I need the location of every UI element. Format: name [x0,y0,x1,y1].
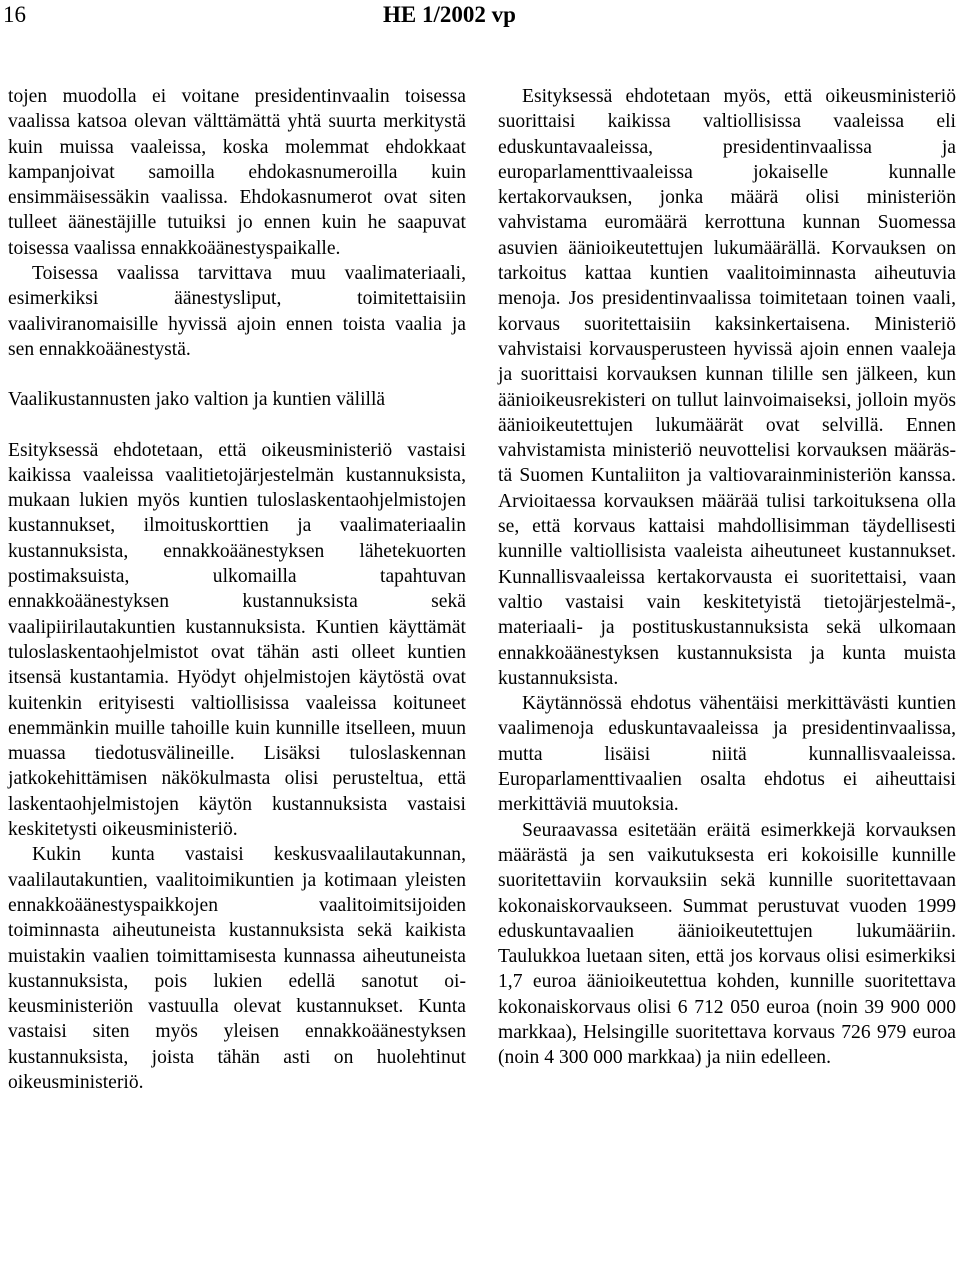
page-header [0,0,960,34]
right-column [498,84,956,1071]
paragraph: Esityksessä ehdotetaan, että oikeusministeriö vastaisi kaikissa vaaleissa vaalitietojärjestelmän kustannuksista, mukaan lukien myös kuntien tuloslaskentaohjelmistojen kustannukset, ilmoituskorttien ja vaalimateriaalin kustannuksista, ennakkoäänestyksen lähetekuorten postimaksuista, ulkomailla tapahtuvan ennakkoäänestyksen kustannuksista sekä vaalipiirilautakuntien kustannuksista. Kuntien käyttämät tuloslaskentaohjelmistot ovat tähän asti olleet kuntien itsensä kustantamia. Hyödyt ohjelmistojen käytöstä ovat kuitenkin erityisesti valtiollisissa vaaleissa koituneet enemmänkin muille tahoille kuin kunnille itselleen, muun muassa tiedotusvälineille. Lisäksi tuloslaskennan jatkokehittämisen näkökulmasta olisi perusteltua, että laskentaohjelmistojen käytön kustannuksista vastaisi keskitetysti oikeusministeriö. [8,439,466,841]
paragraph: Esityksessä ehdotetaan myös, että oikeusministeriö suorittaisi kaikissa valtiollisissa vaaleissa eli eduskuntavaaleissa, presidentinvaalissa ja europarlamenttivaaleissa jokaiselle kunnalle kertakorvauksen, jonka määrä olisi ministeriön vahvistama euromäärä kerrottuna kunnan Suomessa asuvien äänioikeutettujen lukumäärällä. Korvauksen on tarkoitus kattaa kuntien vaalitoiminnasta aiheutuvia menoja. Jos presidentinvaalissa toimitetaan toinen vaali, korvaus suoritettaisiin kaksinkertaisena. Ministeriö vahvistaisi korvausperusteen hyvissä ajoin ennen vaaleja ja suorittaisi korvauksen kunnan tilille sen jälkeen, kun äänioikeusrekisteri on tullut lainvoimaiseksi, jolloin myös äänioikeutettujen lukumäärät ovat selvillä. Ennen vahvistamista ministeriö neuvottelisi korvauksen määrästä Suomen Kuntaliiton ja valtiovarainministeriön kanssa. Arvioitaessa korvauksen määrää tulisi tarkoituksena olla se, että korvaus kattaisi mahdollisimman täydellisesti kunnille valtiollisista vaaleista aiheutuneet kustannukset. Kunnallisvaaleissa kertakorvausta ei suoritettaisi, vaan valtio vastaisi vain keskitetyistä tietojärjestelmä-, materiaali- ja postituskustannuksista sekä ulkomaan ennakkoäänestyksen kustannuksista ja kunta muista kustannuksista. [498,86,956,689]
left-column [8,84,466,1095]
paragraph: Käytännössä ehdotus vähentäisi merkittävästi kuntien vaalimenoja eduskuntavaaleissa ja presidentinvaalissa, mutta lisäisi niitä kunnallisvaaleissa. Europarlamenttivaalien osalta ehdotus ei aiheuttaisi merkittäviä muutoksia. [498,693,956,816]
paragraph: Toisessa vaalissa tarvittava muu vaalimateriaali, esimerkiksi äänestysliput, toimitettaisiin vaaliviranomaisille hyvissä ajoin ennen toista vaalia ja sen ennakkoäänestystä. [8,263,466,360]
paragraph: Seuraavassa esitetään eräitä esimerkkejä korvauksen määrästä ja sen vaikutuksesta eri kokoisille kunnille suoritettaviin korvauksiin sekä kunnille suoritettavaan kokonaiskorvaukseen. Summat perustuvat vuoden 1999 eduskuntavaalien äänioikeutettujen lukumääriin. Taulukkoa luetaan siten, että jos korvaus olisi esimerkiksi 1,7 euroa äänioikeutettua kohden, kunnille suoritettava kokonaiskorvaus olisi 6 712 050 euroa (noin 39 900 000 markkaa), Helsingille suoritettava korvaus 726 979 euroa (noin 4 300 000 markkaa) ja niin edelleen. [498,819,956,1069]
document-id: HE 1/2002 vp [383,2,516,27]
page-number: 16 [3,2,26,27]
section-heading: Vaalikustannusten jako valtion ja kuntien välillä [8,389,386,411]
paragraph: Kukin kunta vastaisi keskusvaalilautakunnan, vaalilautakuntien, vaalitoimikuntien ja kotimaan yleisten ennakkoäänestyspaikkojen vaalitoimitsijoiden toiminnasta aiheutuneista kustannuksista sekä kaikista muistakin vaalien toimittamisesta kunnassa aiheutuneista kustannuksista, pois lukien edellä sanotut oikeusministeriön vastuulla olevat kustannukset. Kunta vastaisi siten myös yleisen ennakkoäänestyksen kustannuksista, joista tähän asti on huolehtinut oikeusministeriö. [8,844,466,1093]
paragraph: tojen muodolla ei voitane presidentinvaalin toisessa vaalissa katsoa olevan välttämättä yhtä suurta merkitystä kuin muissa vaaleissa, koska molemmat ehdokkaat kampanjoivat samoilla ehdokasnumeroilla kuin ensimmäisessäkin vaalissa. Ehdokasnumerot ovat siten tulleet äänestäjille tutuiksi jo ennen kuin he saapuvat toisessa vaalissa ennakkoäänestyspaikalle. [8,86,466,259]
